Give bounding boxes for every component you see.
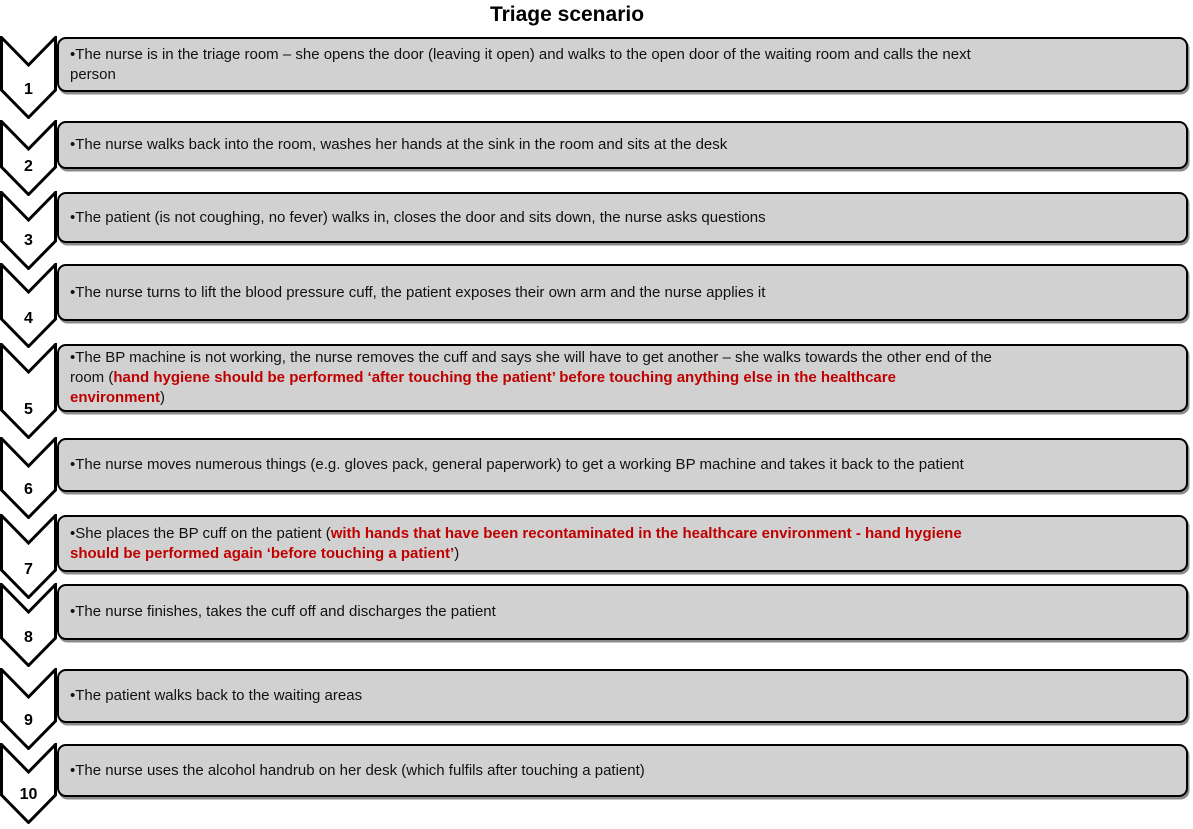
step-text-segment: •She places the BP cuff on the patient ( xyxy=(70,524,331,542)
chevron-down-icon xyxy=(0,36,57,119)
step-text xyxy=(70,135,727,155)
step-text-segment: •The nurse finishes, takes the cuff off and discharges the patient xyxy=(70,603,496,620)
step-number: 9 xyxy=(24,712,33,729)
step-chevron xyxy=(0,437,57,519)
step-text xyxy=(70,761,645,781)
step-text-segment: person xyxy=(70,65,116,83)
step-text xyxy=(70,686,362,706)
step-chevron xyxy=(0,343,57,439)
step-text-segment: •The nurse walks back into the room, washes her hands at the sink in the room and sits at the desk xyxy=(70,136,728,153)
step-row xyxy=(0,264,1188,327)
step-chevron xyxy=(0,36,57,119)
step-text-segment: •The nurse uses the alcohol handrub on her desk (which fulfils after touching a patient) xyxy=(70,761,645,779)
step-row xyxy=(0,192,1188,249)
step-text-segment: ) xyxy=(160,389,166,406)
chevron-down-icon xyxy=(0,743,57,824)
step-box xyxy=(57,264,1188,321)
step-text xyxy=(70,45,971,85)
step-text-segment: •The BP machine is not working, the nurse removes the cuff and says she will have to get another – she walks towards the other end of the xyxy=(70,349,992,366)
step-text xyxy=(70,348,992,408)
step-number: 10 xyxy=(19,786,38,803)
step-number: 3 xyxy=(24,232,33,249)
step-chevron xyxy=(0,191,57,270)
step-text xyxy=(70,208,766,228)
page-title: Triage scenario xyxy=(489,3,645,26)
step-box xyxy=(57,515,1188,572)
step-text xyxy=(70,283,765,303)
step-text xyxy=(70,602,496,622)
step-number: 1 xyxy=(24,81,33,98)
chevron-down-icon xyxy=(0,668,57,750)
step-text-segment: environment xyxy=(70,389,161,406)
step-chevron xyxy=(0,263,57,348)
step-box xyxy=(57,669,1188,723)
step-number: 6 xyxy=(24,481,33,498)
step-box xyxy=(57,121,1188,169)
step-row xyxy=(0,744,1188,803)
step-text-segment: •The nurse turns to lift the blood pressure cuff, the patient exposes their own arm and the nurse applies it xyxy=(70,283,766,301)
step-chevron xyxy=(0,120,57,196)
step-text xyxy=(70,455,964,475)
step-box xyxy=(57,744,1188,797)
step-row xyxy=(0,438,1188,498)
step-text-segment: hand hygiene should be performed ‘after touching the patient’ before touching anything else in the healthcare xyxy=(113,369,896,386)
step-chevron xyxy=(0,583,57,667)
step-text-segment: room ( xyxy=(70,369,114,386)
step-text-segment: with hands that have been recontaminated in the healthcare environment - hand hygiene xyxy=(330,524,962,542)
chevron-down-icon xyxy=(0,191,57,270)
chevron-down-icon xyxy=(0,343,57,439)
step-text-segment: •The patient (is not coughing, no fever) walks in, closes the door and sits down, the nurse asks questions xyxy=(70,208,766,226)
step-text-segment: •The patient walks back to the waiting areas xyxy=(70,687,363,704)
step-row xyxy=(0,121,1188,175)
step-chevron xyxy=(0,743,57,824)
step-box xyxy=(57,344,1188,412)
step-row xyxy=(0,515,1188,578)
step-number: 4 xyxy=(24,310,33,327)
step-text-segment: •The nurse is in the triage room – she opens the door (leaving it open) and walks to the open door of the waiting room and calls the next xyxy=(70,45,971,63)
step-number: 8 xyxy=(24,629,33,646)
step-chevron xyxy=(0,668,57,750)
step-text-segment: •The nurse moves numerous things (e.g. gloves pack, general paperwork) to get a working BP machine and takes it back to the patient xyxy=(70,456,964,473)
chevron-down-icon xyxy=(0,263,57,348)
chevron-down-icon xyxy=(0,583,57,667)
step-box xyxy=(57,438,1188,492)
step-number: 2 xyxy=(24,158,33,175)
step-number: 5 xyxy=(24,401,33,418)
step-box xyxy=(57,37,1188,92)
step-row xyxy=(0,37,1188,98)
step-box xyxy=(57,192,1188,243)
chevron-down-icon xyxy=(0,437,57,519)
step-number: 7 xyxy=(24,561,33,578)
step-row xyxy=(0,344,1188,418)
step-text-segment: ) xyxy=(454,544,460,562)
step-row xyxy=(0,584,1188,646)
step-text-segment: should be performed again ‘before touching a patient’ xyxy=(70,544,455,562)
step-row xyxy=(0,669,1188,729)
step-box xyxy=(57,584,1188,640)
step-text xyxy=(70,524,962,564)
